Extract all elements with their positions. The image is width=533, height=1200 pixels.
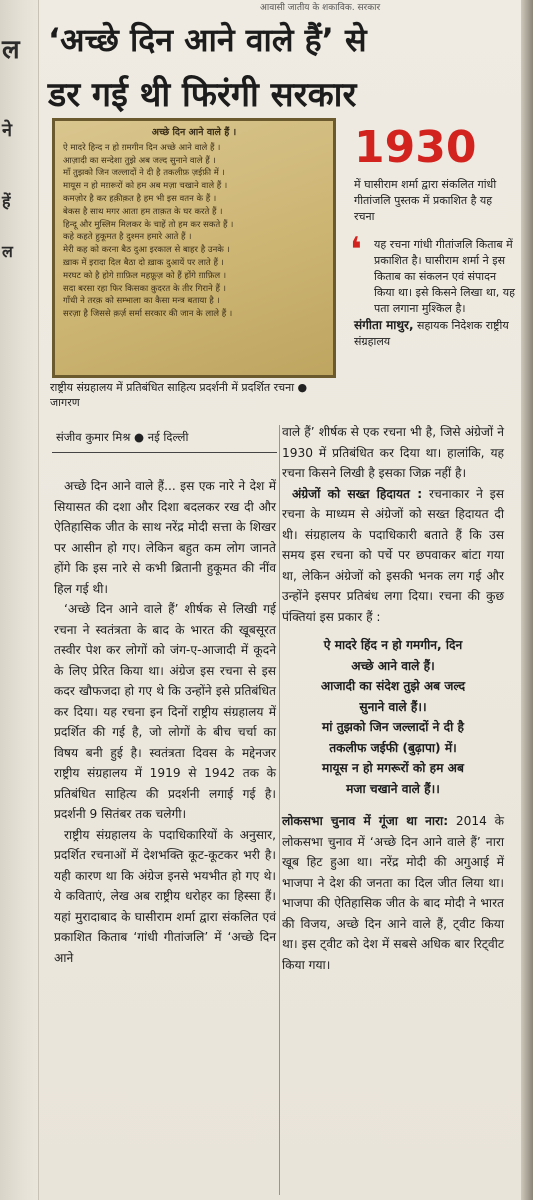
gutter-fragment: ने (2, 120, 12, 141)
verse-line: तकलीफ जईफी (बुढ़ापा) में। (329, 740, 457, 755)
verse-line: आजादी का संदेश तुझे अब जल्द (320, 679, 466, 693)
verse-line: ऐ मादरे हिंद न हो गमगीन, दिन (323, 638, 463, 652)
sidebar-box (346, 122, 516, 350)
gutter-fragment: ल (2, 35, 20, 65)
quote-text: यह रचना गांधी गीतांजलि किताब में प्रकाशित है। घासीराम शर्मा ने इस किताब का संकलन एवं संपादन किया था। इसे किसने लिखा था, यह पता लगाना मुश्किल है। (374, 238, 515, 315)
column-divider (279, 425, 280, 1195)
poem-line: ख़ाक में इरादा दिल बैठा दो ख़ाक दुआयें पर लाते हैं । (63, 257, 224, 268)
article-text: 2014 के लोकसभा चुनाव में ‘अच्छे दिन आने वाले हैं’ नारा खूब हिट हुआ था। नरेंद्र मोदी की अगुआई में भाजपा ने देश की जनता का दिल जीत लिया था। भाजपा की ऐतिहासिक जीत के बाद मोदी ने भारत की विजय, अच्छे दिन आने वाले हैं, ट्वीट किया था। इस ट्वीट को देश में सबसे अधिक बार रिट्वीट किया गया। (282, 814, 504, 972)
poem-line: सरज़ा है जिससे क़र्ज़ सर्मा सरकार की जान के लाले हैं । (63, 309, 233, 320)
article-paragraph (282, 484, 504, 628)
article-paragraph: वाले हैं’ शीर्षक से एक रचना भी है, जिसे अंग्रेजों ने 1930 में प्रतिबंधित कर दिया था। हालांकि, यह रचना किसने लिखी है इसका जिक्र नहीं है। (282, 425, 504, 480)
quote-author-title: सहायक निदेशक राष्ट्रीय संग्रहालय (354, 319, 509, 348)
verse-line: अच्छे आने वाले हैं। (351, 658, 435, 673)
poem-line: माँ तुझको जिन जल्लादों ने दी है तकलीफ़ ज़ईफ़ी में । (63, 168, 225, 179)
page-edge (521, 0, 533, 1200)
top-strip-text: आवासी जातीय के शकाविक, सरकार (260, 3, 381, 10)
headline-line-2: डर गई थी फिरंगी सरकार (48, 75, 357, 115)
poem-line: सदा बरसा रहा फिर किसका क़ुदरत के तीर गिराने हैं । (63, 283, 226, 294)
subheading: अंग्रेजों को सख्त हिदायत : (292, 486, 423, 501)
poem-line: मायूस न हो मग़रूरों को हम अब मज़ा चखाने वाले हैं । (63, 181, 228, 192)
poem-line: कमज़ोर है कर हक़ीक़त है हम भी इस वतन के हैं । (63, 193, 217, 204)
year-highlight: 1930 (354, 122, 477, 173)
verse-line: सुनाने वाले हैं।। (359, 699, 427, 714)
article-paragraph: राष्ट्रीय संग्रहालय के पदाधिकारियों के अनुसार, प्रदर्शित रचनाओं में देशभक्ति कूट-कूटकर भरी है। यही कारण था कि अंग्रेज इनसे भयभीत हो गए थे। ये कविताएं, लेख अब राष्ट्रीय धरोहर का हिस्सा हैं। यहां मुरादाबाद के घासीराम शर्मा द्वारा संकलित एवं प्रकाशित किताब ‘गांधी गीतांजलि’ में ‘अच्छे दिन आने (54, 827, 276, 965)
poem-line: गाँधी ने तरक़ को सम्भाला का कैसा मन्त्र बताया है । (63, 296, 220, 307)
poem-photo (52, 118, 336, 378)
verse-block (282, 635, 504, 799)
poem-line: मरघट को है होगे ग़ाफ़िल महफ़ूज़ को हैं होंगे ग़ाफ़िल । (63, 270, 227, 281)
headline-line-1: ‘अच्छे दिन आने वाले हैं’ से (48, 21, 367, 59)
poem-line: हिन्दू और मुस्लिम मिलकर के चाहें तो हम कर सकते हैं । (63, 219, 234, 230)
quote-author-name: संगीता माथुर, (354, 318, 414, 332)
poem-line: मेरी कह को करना बैठ दुआ इरकाल से बाहर है उनके । (63, 245, 230, 256)
verse-line: मां तुझको जिन जल्लादों ने दी है (322, 720, 464, 734)
quote-author (354, 317, 516, 350)
poem-line: आज़ादी का सन्देशा तुझे अब जल्द सुनाने वाले हैं । (63, 155, 216, 166)
poem-title: अच्छे दिन आने वाले हैं । (151, 127, 237, 138)
gutter-fragment: ल (2, 242, 13, 261)
poem-caption: राष्ट्रीय संग्रहालय में प्रतिबंधित साहित्य प्रदर्शनी में प्रदर्शित रचना ● जागरण (50, 381, 308, 409)
previous-page-gutter (0, 0, 39, 1200)
byline-divider (52, 452, 277, 453)
gutter-fragment: हें (2, 192, 11, 211)
year-description: में घासीराम शर्मा द्वारा संकलित गांधी गीतांजलि पुस्तक में प्रकाशित है यह रचना (354, 178, 497, 223)
subheading: लोकसभा चुनाव में गूंजा था नारा: (282, 814, 449, 828)
quote-block (346, 230, 516, 350)
article-paragraph: अच्छे दिन आने वाले हैं... इस एक नारे ने देश में सियासत की दशा और दिशा बदलकर रख दी और ऐतिहासिक जीत के साथ नरेंद्र मोदी सत्ता के शिखर पर आसीन हो गए। लेकिन बहुत कम लोग जानते होंगे कि इस नारे से कभी ब्रितानी हुकूमत की नींव हिल गई थी। (54, 479, 276, 596)
poem-line: कहे कहते हुकूमत है दुश्मन हमारे आते हैं । (63, 232, 192, 243)
article-paragraph: ‘अच्छे दिन आने वाले हैं’ शीर्षक से लिखी गई रचना ने स्वतंत्रता के बाद के भारत की खूबसूरत तस्वीर पेश कर लोगों को जंग-ए-आजादी में कूदने के लिए प्रेरित किया था। अंग्रेज इस रचना से इस कदर खौफजदा हो गए थे कि उन्होंने इसे प्रतिबंधित कर दिया। यह रचना इन दिनों राष्ट्रीय संग्रहालय में प्रदर्शित की गई है, जो लोगों के बीच चर्चा का विषय बनी हुई है। स्वतंत्रता दिवस के मद्देनजर राष्ट्रीय संग्रहालय में 1919 से 1942 तक के प्रतिबंधित साहित्य की प्रदर्शनी लगाई गई है। प्रदर्शनी 9 सितंबर तक चलेगी। (54, 602, 276, 821)
quote-mark-icon: ❛ (350, 230, 362, 270)
article-column-1 (54, 476, 276, 968)
poem-line: बेकस है साथ मगर आता हम ताक़त के घर करते हैं । (63, 206, 223, 217)
poem-line: ऐ मादरे हिन्द न हो ग़मगीन दिन अच्छे आने वाले हैं । (63, 142, 221, 153)
verse-line: मायूस न हो मगरूरों को हम अब (322, 761, 464, 775)
article-text: रचनाकार ने इस रचना के माध्यम से अंग्रेजों को सख्त हिदायत दी थी। संग्रहालय के पदाधिकारी बताते हैं कि उस समय इस रचना को पर्चे पर छपवाकर बांटा गया था, लेकिन अंग्रेजों को इसकी भनक लग गई और उन्होंने इसपर प्रतिबंध लगा दिया। रचना की कुछ पंक्तियां इस प्रकार हैं : (282, 486, 504, 624)
verse-line: मजा चखाने वाले हैं।। (346, 781, 440, 796)
article-column-2 (282, 422, 504, 975)
byline: संजीव कुमार मिश्र ● नई दिल्ली (56, 430, 189, 444)
article-paragraph (282, 811, 504, 975)
